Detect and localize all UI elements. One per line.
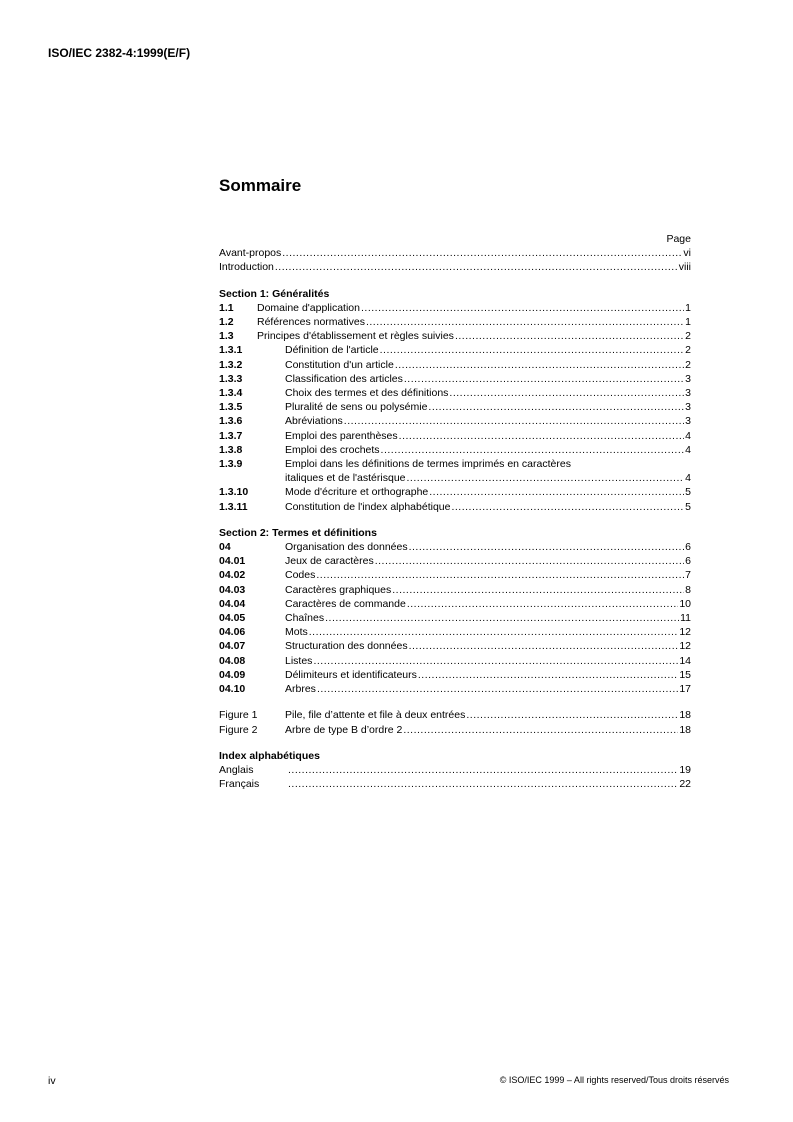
toc-entry-label: Listes xyxy=(285,654,313,667)
toc-entry-page: 6 xyxy=(685,541,691,554)
toc-entry[interactable] xyxy=(219,429,691,443)
toc-entry-page: vi xyxy=(683,247,691,260)
toc-entry[interactable] xyxy=(219,315,691,329)
toc-entry[interactable] xyxy=(219,443,691,457)
toc-entry[interactable] xyxy=(219,358,691,372)
toc-entry-page: 1 xyxy=(685,316,691,329)
toc-entry-introduction[interactable] xyxy=(219,260,691,274)
toc-entry-number: 04.05 xyxy=(219,612,246,625)
toc-entry-number: Figure 2 xyxy=(219,723,258,736)
toc-entry[interactable] xyxy=(219,400,691,414)
toc-entry-label: Codes xyxy=(285,569,316,582)
toc-entry-number: 1.3.1 xyxy=(219,344,243,357)
toc-entry-page: 5 xyxy=(685,486,691,499)
toc-entry-label: Français xyxy=(219,778,260,791)
toc-entry-number: Figure 1 xyxy=(219,709,258,722)
toc-entry-label: Arbres xyxy=(285,683,316,696)
toc-entry-page: 14 xyxy=(679,654,691,667)
toc-entry-page: 18 xyxy=(679,709,691,722)
toc-entry-page: 22 xyxy=(679,778,691,791)
toc-entry-label: Jeux de caractères xyxy=(285,555,374,568)
toc-entry-page: 6 xyxy=(685,555,691,568)
toc-entry-figure[interactable] xyxy=(219,723,691,737)
toc-entry-page: 8 xyxy=(685,583,691,596)
toc-entry-number: 1.3.5 xyxy=(219,401,243,414)
toc-entry-page: 2 xyxy=(685,358,691,371)
toc-entry-page: viii xyxy=(678,261,691,274)
toc-entry-number: 04.08 xyxy=(219,654,246,667)
page-title: Sommaire xyxy=(219,176,302,195)
toc-entry-number: 1.1 xyxy=(219,301,234,314)
toc-entry-label: Domaine d'application xyxy=(257,301,360,314)
toc-entry[interactable] xyxy=(219,343,691,357)
toc-entry-page: 2 xyxy=(685,344,691,357)
toc-entry-label: Mots xyxy=(285,626,308,639)
toc-entry[interactable] xyxy=(219,386,691,400)
toc-entry[interactable] xyxy=(219,583,691,597)
toc-entry-number: 1.3.3 xyxy=(219,372,243,385)
toc-entry-avant-propos[interactable] xyxy=(219,246,691,260)
toc-entry-label: Constitution de l'index alphabétique xyxy=(285,500,451,513)
toc-entry-index[interactable] xyxy=(219,777,691,791)
toc-entry-label: Chaînes xyxy=(285,612,325,625)
toc-entry-label: italiques et de l'astérisque xyxy=(285,472,406,485)
toc-entry-label: Pluralité de sens ou polysémie xyxy=(285,401,428,414)
toc-entry-label: Organisation des données xyxy=(285,541,408,554)
toc-entry[interactable] xyxy=(219,540,691,554)
toc-entry[interactable] xyxy=(219,639,691,653)
toc-entry-page: 4 xyxy=(685,472,691,485)
toc-entry-page: 3 xyxy=(685,401,691,414)
toc-entry-label: Principes d'établissement et règles suivies xyxy=(257,330,454,343)
toc-entry-label: Définition de l'article xyxy=(285,344,379,357)
toc-entry[interactable] xyxy=(219,668,691,682)
toc-entry[interactable] xyxy=(219,485,691,499)
toc-entry-label: Choix des termes et des définitions xyxy=(285,387,449,400)
toc-entry-page: 4 xyxy=(685,429,691,442)
toc-entry-page: 12 xyxy=(679,640,691,653)
toc-entry-page: 2 xyxy=(685,330,691,343)
toc-entry-number: 1.3.6 xyxy=(219,415,243,428)
toc-entry-page: 5 xyxy=(685,500,691,513)
toc-entry[interactable] xyxy=(219,301,691,315)
toc-entry-label: Caractères de commande xyxy=(285,597,406,610)
toc-entry-label: Abréviations xyxy=(285,415,343,428)
toc-entry[interactable] xyxy=(219,414,691,428)
table-of-contents xyxy=(219,232,691,791)
toc-entry-label: Caractères graphiques xyxy=(285,583,392,596)
toc-entry-multiline[interactable] xyxy=(219,457,691,471)
toc-entry-number: 04.07 xyxy=(219,640,246,653)
toc-entry-label: Emploi des crochets xyxy=(285,443,380,456)
toc-entry[interactable] xyxy=(219,597,691,611)
toc-entry-number: 1.3.11 xyxy=(219,500,248,513)
toc-entry-label: Anglais xyxy=(219,763,254,776)
toc-entry-label: Arbre de type B d’ordre 2 xyxy=(285,723,403,736)
toc-entry-page: 11 xyxy=(680,612,691,625)
toc-entry-number: 1.3.7 xyxy=(219,429,243,442)
toc-entry-continuation[interactable] xyxy=(219,471,691,485)
toc-entry-label: Avant-propos xyxy=(219,247,282,260)
toc-entry-page: 3 xyxy=(685,415,691,428)
toc-entry-number: 1.3 xyxy=(219,330,234,343)
toc-entry-page: 17 xyxy=(679,683,691,696)
section-2-heading: Section 2: Termes et définitions xyxy=(219,526,377,539)
toc-entry-number: 04.04 xyxy=(219,597,246,610)
toc-entry-label: Structuration des données xyxy=(285,640,408,653)
toc-entry-number: 04 xyxy=(219,541,231,554)
toc-entry-label: Délimiteurs et identificateurs xyxy=(285,668,417,681)
toc-entry-page: 10 xyxy=(679,597,691,610)
toc-entry-number: 04.03 xyxy=(219,583,246,596)
toc-entry-figure[interactable] xyxy=(219,708,691,722)
toc-entry-label: Classification des articles xyxy=(285,372,403,385)
toc-entry-number: 1.2 xyxy=(219,316,234,329)
toc-entry-number: 1.3.8 xyxy=(219,443,243,456)
toc-entry-label: Mode d'écriture et orthographe xyxy=(285,486,429,499)
toc-entry[interactable] xyxy=(219,372,691,386)
toc-entry[interactable] xyxy=(219,568,691,582)
toc-entry-page: 4 xyxy=(685,443,691,456)
toc-entry-number: 1.3.2 xyxy=(219,358,243,371)
document-id: ISO/IEC 2382-4:1999(E/F) xyxy=(48,46,191,60)
toc-entry-number: 04.06 xyxy=(219,626,246,639)
toc-entry-label: Emploi des parenthèses xyxy=(285,429,398,442)
toc-entry[interactable] xyxy=(219,625,691,639)
toc-entry-page: 12 xyxy=(679,626,691,639)
toc-entry-number: 1.3.4 xyxy=(219,387,243,400)
toc-entry-page: 1 xyxy=(685,301,691,314)
toc-entry-number: 04.01 xyxy=(219,555,246,568)
toc-entry[interactable] xyxy=(219,682,691,696)
toc-entry-number: 04.10 xyxy=(219,683,246,696)
toc-entry-page: 7 xyxy=(685,569,691,582)
toc-entry-number: 04.09 xyxy=(219,668,246,681)
toc-entry[interactable] xyxy=(219,611,691,625)
section-1-heading: Section 1: Généralités xyxy=(219,287,330,300)
toc-entry-index[interactable] xyxy=(219,763,691,777)
copyright-notice: © ISO/IEC 1999 – All rights reserved/Tous droits réservés xyxy=(499,1075,729,1085)
toc-entry-label: Constitution d'un article xyxy=(285,358,394,371)
toc-entry-page: 3 xyxy=(685,387,691,400)
toc-entry[interactable] xyxy=(219,554,691,568)
toc-entry-number: 04.02 xyxy=(219,569,246,582)
toc-entry-page: 19 xyxy=(679,763,691,776)
toc-entry-number: 1.3.10 xyxy=(219,486,249,499)
toc-entry-page: 3 xyxy=(685,372,691,385)
toc-entry-label: Références normatives xyxy=(257,316,365,329)
toc-entry-page: 15 xyxy=(679,668,691,681)
toc-entry-number: 1.3.9 xyxy=(219,458,243,471)
toc-entry-label: Emploi dans les définitions de termes imprimés en caractères xyxy=(285,458,571,471)
toc-entry[interactable] xyxy=(219,500,691,514)
toc-entry-label: Pile, file d’attente et file à deux entrées xyxy=(285,709,466,722)
toc-entry[interactable] xyxy=(219,329,691,343)
toc-entry-label: Introduction xyxy=(219,261,274,274)
toc-entry-page: 18 xyxy=(679,723,691,736)
page-column-header: Page xyxy=(666,233,691,245)
toc-entry[interactable] xyxy=(219,654,691,668)
page-number: iv xyxy=(48,1075,56,1087)
index-heading: Index alphabétiques xyxy=(219,749,320,762)
